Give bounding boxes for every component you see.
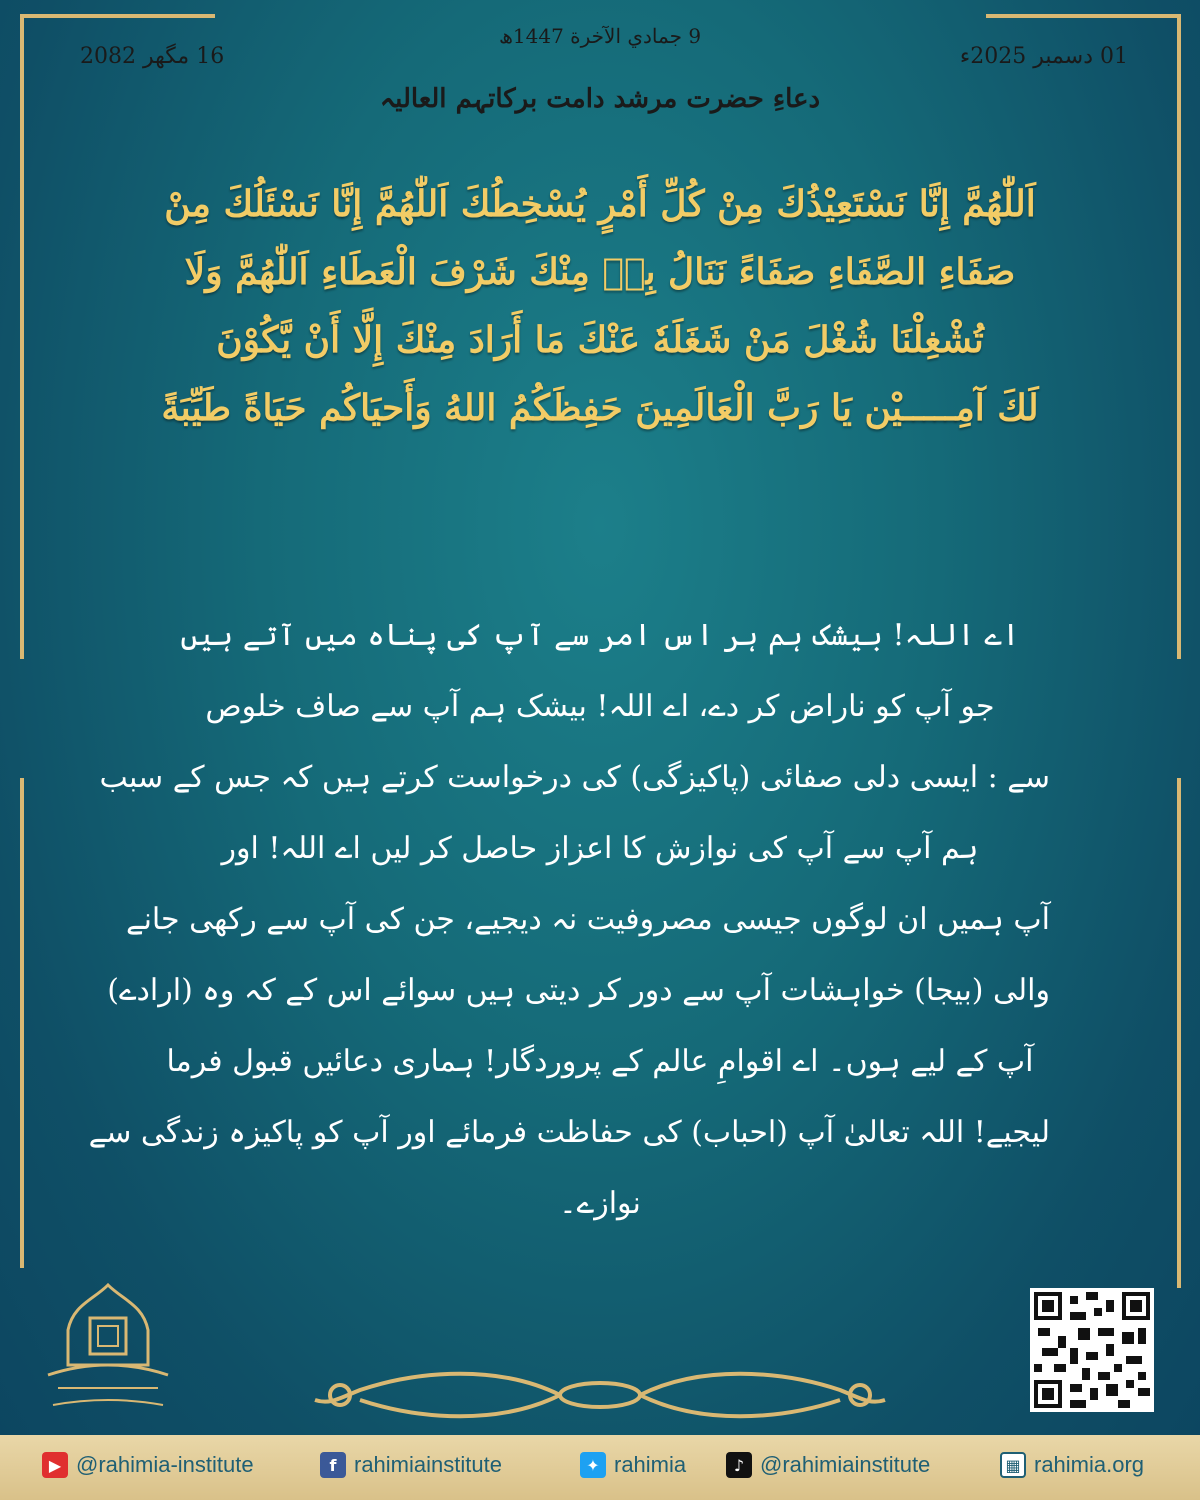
twitter-icon: ✦ (580, 1452, 606, 1478)
qr-code-icon (1034, 1292, 1150, 1408)
gold-ornament (300, 1360, 900, 1430)
youtube-link[interactable] (42, 1452, 254, 1478)
twitter-handle: rahimia (614, 1452, 687, 1477)
urdu-line: والی (بیجا) خواہشات آپ سے دور کر دیتی ہیں سوائے اس کے کہ وہ (ارادے) (107, 973, 1050, 1008)
arabic-line: صَفَاءِ الصَّفَاءِ صَفَاءً نَنَالُ بِهٖ مِنْكَ شَرْفَ الْعَطَاءِ اَللّٰهُمَّ وَلَا (184, 251, 1016, 293)
urdu-line: جو آپ کو ناراض کر دے، اے اللہ! بیشک ہم آپ سے صاف خلوص (205, 689, 995, 724)
date-hijri: 9 جمادي الآخرة 1447ھ (498, 24, 702, 48)
urdu-line: ہم آپ سے آپ کی نوازش کا اعزاز حاصل کر لیں اے اللہ! اور (221, 831, 979, 866)
page-title: دعاءِ حضرت مرشد دامت برکاتہم العالیہ (379, 84, 821, 114)
qr-code[interactable] (1030, 1288, 1154, 1412)
arabic-dua (110, 170, 1090, 442)
institute-logo (38, 1280, 178, 1430)
urdu-translation (88, 600, 1050, 1239)
urdu-line: آپ ہمیں ان لوگوں جیسی مصروفیت نہ دیجیے، جن کی آپ سے رکھی جانے (125, 902, 1050, 937)
logo-emblem-icon (38, 1280, 178, 1430)
youtube-icon: ▶ (42, 1452, 68, 1478)
ornament-flourish-icon (300, 1360, 900, 1430)
urdu-line: سے : ایسی دلی صفائی (پاکیزگی) کی درخواست کرتے ہیں کہ جس کے سبب (99, 760, 1050, 795)
frame-left-lower (20, 778, 24, 1268)
urdu-line: نوازے۔ (559, 1186, 641, 1221)
tiktok-handle: @rahimiainstitute (760, 1452, 931, 1477)
date-gregorian: 01 دسمبر 2025ء (959, 44, 1128, 69)
website-link[interactable] (1000, 1452, 1144, 1478)
frame-right-lower (1177, 778, 1181, 1288)
frame-top-left (20, 14, 215, 18)
tiktok-icon: ♪ (726, 1452, 752, 1478)
urdu-line: آپ کے لیے ہوں۔ اے اقوامِ عالم کے پروردگار! ہماری دعائیں قبول فرما (166, 1044, 1034, 1079)
facebook-icon: f (320, 1452, 346, 1478)
urdu-line: اے اللہ! بیشک ہم ہر اس امر سے آپ کی پناہ میں آتے ہیں (180, 618, 1020, 653)
arabic-line: اَللّٰهُمَّ إِنَّا نَسْتَعِيْذُكَ مِنْ كُلِّ أَمْرٍ يُسْخِطُكَ اَللّٰهُمَّ إِنَّا نَسْئَلُكَ مِنْ (164, 183, 1036, 225)
website-qr-icon: ▦ (1000, 1452, 1026, 1478)
facebook-handle: rahimiainstitute (354, 1452, 502, 1477)
tiktok-link[interactable] (726, 1452, 930, 1478)
twitter-link[interactable] (580, 1452, 686, 1478)
youtube-handle: @rahimia-institute (76, 1452, 254, 1477)
urdu-line: لیجیے! اللہ تعالیٰ آپ (احباب) کی حفاظت فرمائے اور آپ کو پاکیزہ زندگی سے (88, 1115, 1050, 1150)
arabic-line: لَكَ آمِـــــيْن يَا رَبَّ الْعَالَمِينَ حَفِظَكُمُ اللهُ وَأَحيَاكُم حَيَاةً طَيِّبَةً (161, 387, 1039, 429)
website-url: rahimia.org (1034, 1452, 1145, 1477)
arabic-line: تُشْغِلْنَا شُغْلَ مَنْ شَغَلَهٗ عَنْكَ مَا أَرَادَ مِنْكَ إِلَّا أَنْ يَّكُوْنَ (216, 319, 984, 361)
date-bikrami: 16 مگھر 2082 (80, 44, 225, 69)
frame-top-right (986, 14, 1181, 18)
facebook-link[interactable] (320, 1452, 502, 1478)
